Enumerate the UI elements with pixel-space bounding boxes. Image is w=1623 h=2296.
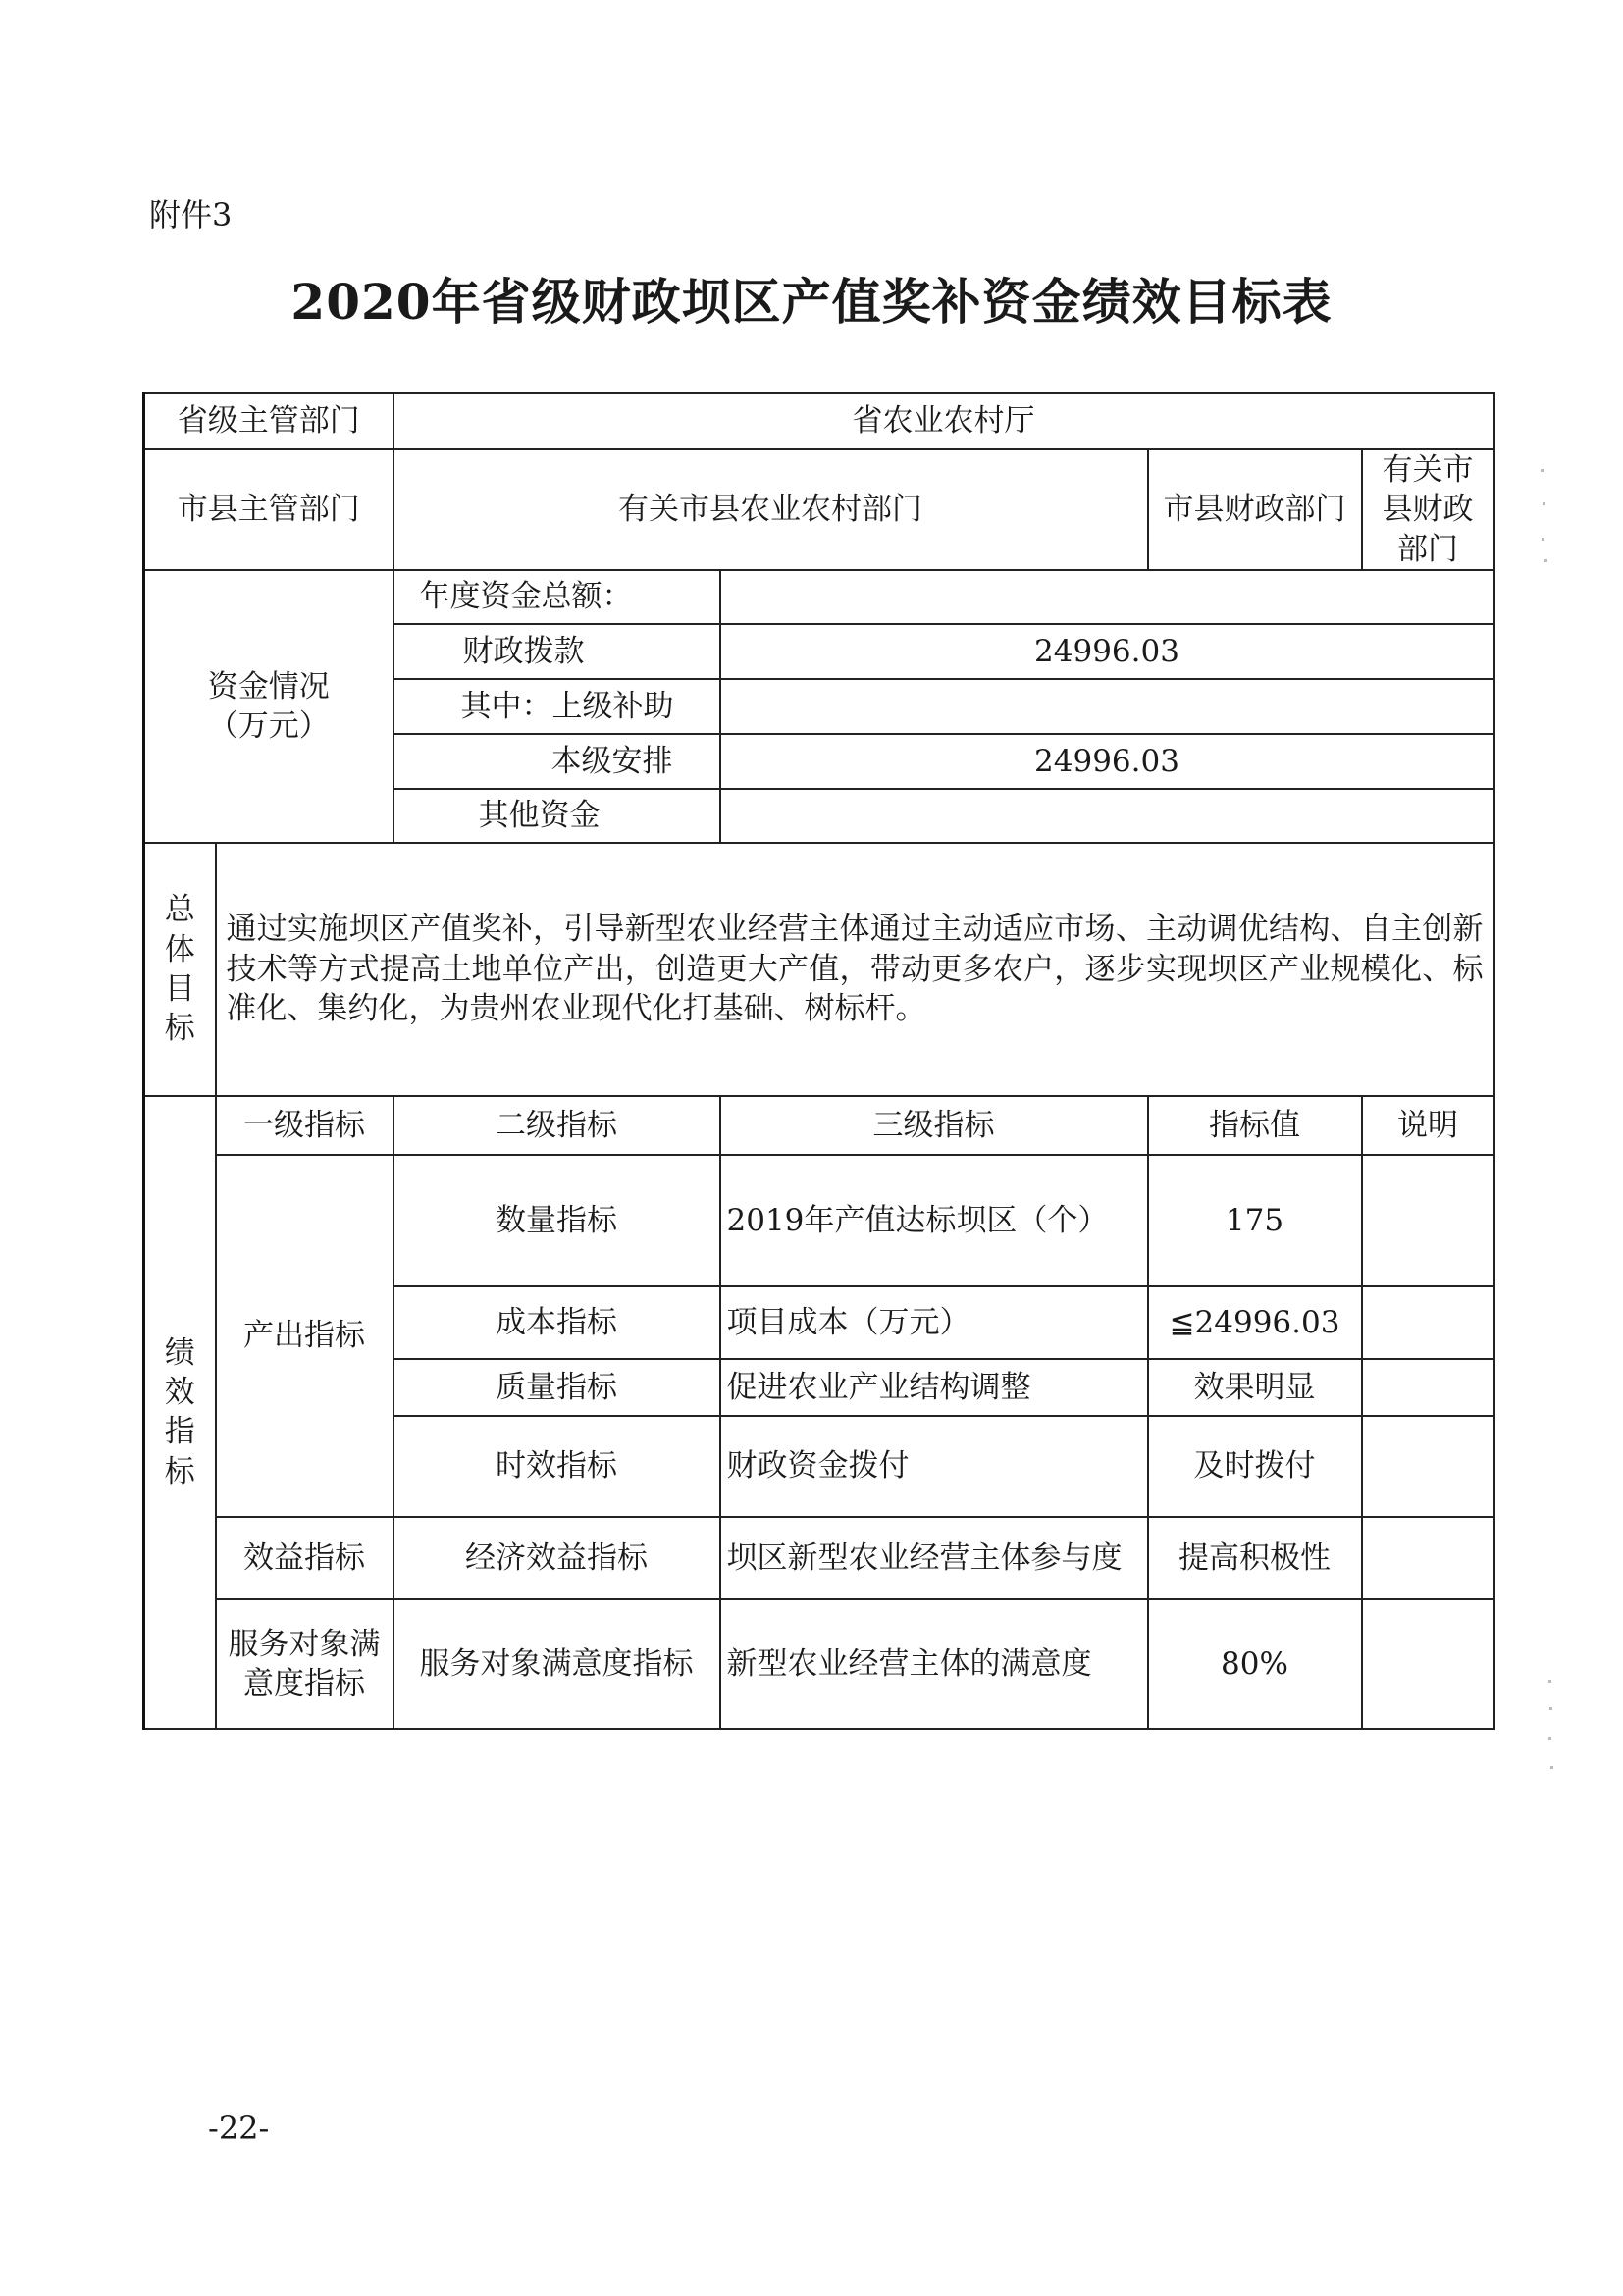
goal-label-char: 标 bbox=[164, 1011, 195, 1047]
value-cell: 175 bbox=[1148, 1155, 1362, 1286]
satisfaction-indicator-label bbox=[216, 1599, 393, 1729]
output-indicator-label: 产出指标 bbox=[216, 1155, 393, 1517]
table-row bbox=[144, 1517, 1494, 1599]
table-row bbox=[144, 843, 1494, 1096]
level2-cell: 质量指标 bbox=[393, 1359, 720, 1416]
table-row bbox=[144, 1599, 1494, 1729]
scan-speck bbox=[1541, 469, 1544, 472]
funds-total-value bbox=[720, 570, 1494, 624]
level2-cell: 时效指标 bbox=[393, 1416, 720, 1517]
dept-label: 省级主管部门 bbox=[144, 393, 393, 449]
level2-cell: 数量指标 bbox=[393, 1155, 720, 1286]
level3-cell: 促进农业产业结构调整 bbox=[720, 1359, 1148, 1416]
scan-speck bbox=[1548, 1680, 1551, 1683]
table-row bbox=[144, 1155, 1494, 1286]
county-finance-label: 市县财政部门 bbox=[1148, 449, 1362, 570]
level3-cell: 财政资金拨付 bbox=[720, 1416, 1148, 1517]
funds-superior-label: 其中：上级补助 bbox=[393, 679, 720, 734]
value-cell: ≦24996.03 bbox=[1148, 1286, 1362, 1359]
funds-local-value: 24996.03 bbox=[720, 734, 1494, 789]
column-header: 二级指标 bbox=[393, 1096, 720, 1155]
scan-speck bbox=[1549, 1707, 1552, 1710]
county-finance-value: 有关市县财政部门 bbox=[1362, 449, 1494, 570]
level3-cell: 项目成本（万元） bbox=[720, 1286, 1148, 1359]
column-header: 指标值 bbox=[1148, 1096, 1362, 1155]
table-row bbox=[144, 449, 1494, 570]
county-dept-label: 市县主管部门 bbox=[144, 449, 393, 570]
page-title: 2020年省级财政坝区产值奖补资金绩效目标表 bbox=[290, 273, 1333, 331]
funds-total-label: 年度资金总额： bbox=[393, 570, 720, 624]
level2-cell: 经济效益指标 bbox=[393, 1517, 720, 1599]
dept-value: 省农业农村厅 bbox=[393, 393, 1494, 449]
level3-cell: 坝区新型农业经营主体参与度 bbox=[720, 1517, 1148, 1599]
table-row bbox=[144, 570, 1494, 624]
goal-label-char: 目 bbox=[164, 970, 195, 1007]
county-dept-value: 有关市县农业农村部门 bbox=[393, 449, 1148, 570]
goal-label-char: 体 bbox=[164, 931, 195, 967]
indicators-label-char: 效 bbox=[164, 1375, 195, 1411]
note-cell bbox=[1362, 1416, 1494, 1517]
goal-text: 通过实施坝区产值奖补，引导新型农业经营主体通过主动适应市场、主动调优结构、自主创新技术等方式提高土地单位产出，创造更大产值，带动更多农户，逐步实现坝区产业规模化、标准化、集约化，为贵州农业现代化打基础、树标杆。 bbox=[216, 843, 1494, 1096]
funds-local-label: 本级安排 bbox=[393, 734, 720, 789]
goal-label bbox=[144, 843, 216, 1096]
level3-cell: 新型农业经营主体的满意度 bbox=[720, 1599, 1148, 1729]
note-cell bbox=[1362, 1155, 1494, 1286]
table-header-row bbox=[144, 1096, 1494, 1155]
scan-speck bbox=[1542, 538, 1544, 541]
page-number: -22- bbox=[208, 2110, 270, 2147]
value-cell: 提高积极性 bbox=[1148, 1517, 1362, 1599]
value-cell: 80% bbox=[1148, 1599, 1362, 1729]
value-cell: 及时拨付 bbox=[1148, 1416, 1362, 1517]
funds-other-value bbox=[720, 789, 1494, 843]
funds-superior-value bbox=[720, 679, 1494, 734]
attachment-label: 附件3 bbox=[149, 196, 233, 234]
indicators-label-char: 标 bbox=[164, 1453, 195, 1489]
note-cell bbox=[1362, 1359, 1494, 1416]
benefit-indicator-label: 效益指标 bbox=[216, 1517, 393, 1599]
level2-cell: 服务对象满意度指标 bbox=[393, 1599, 720, 1729]
value-cell: 效果明显 bbox=[1148, 1359, 1362, 1416]
funds-label-line1: 资金情况 bbox=[207, 668, 330, 704]
funds-other-label: 其他资金 bbox=[393, 789, 720, 843]
table-row bbox=[144, 393, 1494, 449]
goal-label-char: 总 bbox=[164, 892, 195, 928]
column-header: 一级指标 bbox=[216, 1096, 393, 1155]
indicators-label bbox=[144, 1096, 216, 1729]
indicators-label-char: 指 bbox=[164, 1414, 195, 1450]
note-cell bbox=[1362, 1286, 1494, 1359]
level2-cell: 成本指标 bbox=[393, 1286, 720, 1359]
note-cell bbox=[1362, 1517, 1494, 1599]
funds-label bbox=[144, 570, 393, 843]
level3-cell: 2019年产值达标坝区（个） bbox=[720, 1155, 1148, 1286]
satisfaction-label-line1: 服务对象满 bbox=[228, 1626, 381, 1662]
scan-speck bbox=[1544, 559, 1547, 562]
column-header: 说明 bbox=[1362, 1096, 1494, 1155]
performance-target-table bbox=[142, 392, 1495, 1730]
scan-speck bbox=[1543, 502, 1545, 505]
funds-appropriation-label: 财政拨款 bbox=[393, 624, 720, 679]
scan-speck bbox=[1550, 1766, 1553, 1769]
column-header: 三级指标 bbox=[720, 1096, 1148, 1155]
funds-label-line2: （万元） bbox=[207, 707, 330, 744]
indicators-label-char: 绩 bbox=[164, 1334, 195, 1371]
note-cell bbox=[1362, 1599, 1494, 1729]
scan-speck bbox=[1548, 1737, 1551, 1740]
funds-appropriation-value: 24996.03 bbox=[720, 624, 1494, 679]
satisfaction-label-line2: 意度指标 bbox=[243, 1665, 365, 1701]
